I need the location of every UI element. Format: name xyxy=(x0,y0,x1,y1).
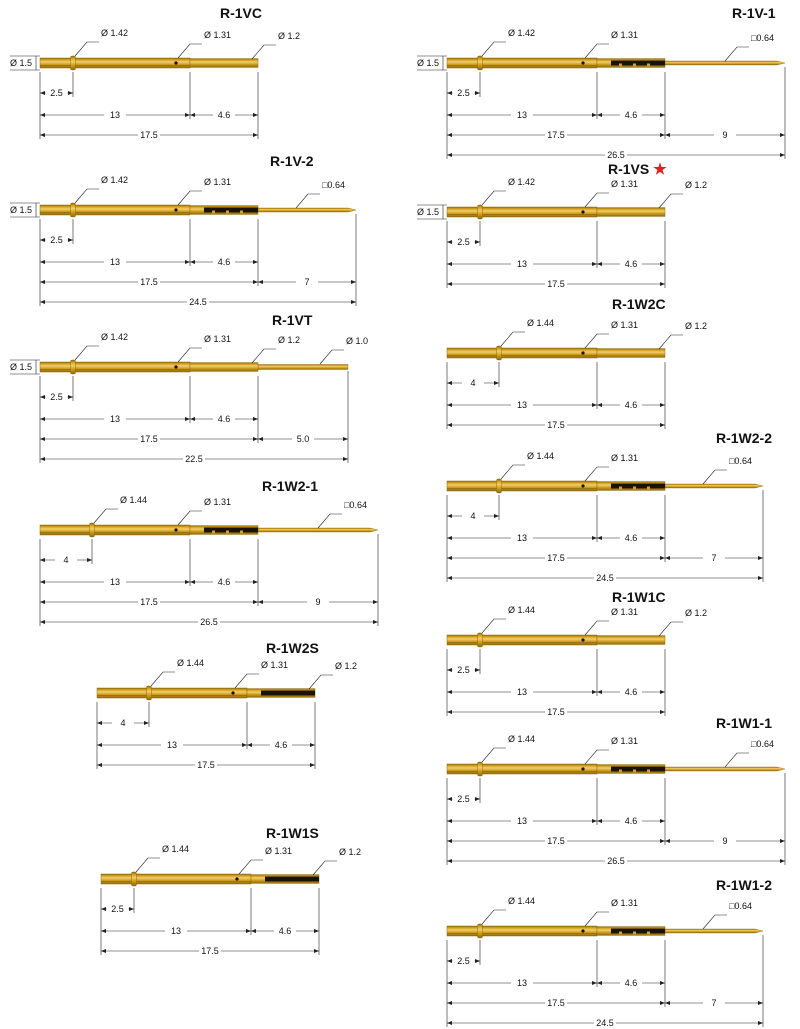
collar-diameter-label: Ø 1.44 xyxy=(120,495,148,505)
collar-length: 2.5 xyxy=(111,904,124,914)
barrel-length: 13 xyxy=(109,577,121,587)
body-total-length: 17.5 xyxy=(547,420,565,430)
dim-arrow xyxy=(447,1021,452,1025)
probe-title-text: R-1V-1 xyxy=(732,5,776,21)
probe-title-text: R-1W1-1 xyxy=(716,715,773,731)
front-length: 4.6 xyxy=(624,533,638,543)
tip-diameter-label: Ø 1.0 xyxy=(346,336,369,346)
tip-length: 9 xyxy=(722,130,728,140)
collar-diameter-label: Ø 1.42 xyxy=(101,175,129,185)
barrel-length: 13 xyxy=(516,110,528,120)
body-total-length: 17.5 xyxy=(197,760,215,770)
front-length: 4.6 xyxy=(624,687,638,697)
collar-diameter-label: Ø 1.44 xyxy=(508,734,536,744)
collar-diameter-label: Ø 1.42 xyxy=(101,332,129,342)
crimp-dot xyxy=(633,932,636,935)
collar-diameter-label: Ø 1.44 xyxy=(508,605,536,615)
barrel-length: 13 xyxy=(170,926,182,936)
crimp-dot xyxy=(619,932,622,935)
front-diameter-label: Ø 1.2 xyxy=(278,335,301,345)
tip-length: 7 xyxy=(711,553,717,563)
barrel-diameter-label: Ø 1.31 xyxy=(265,846,293,856)
body-total-length: 17.5 xyxy=(547,836,565,846)
collar-length: 2.5 xyxy=(457,956,470,966)
probe-title-text: R-1VS xyxy=(608,161,650,177)
body-total-length: 17.5 xyxy=(547,553,565,563)
barrel-diameter-label-leader xyxy=(585,912,609,926)
tip-length: 9 xyxy=(722,836,728,846)
collar-length: 4 xyxy=(470,511,476,521)
crimp-dot xyxy=(647,932,650,935)
barrel-diameter-label: Ø 1.31 xyxy=(611,30,639,40)
collar-length: 2.5 xyxy=(457,665,470,675)
probe-title-text: R-1W1-2 xyxy=(716,877,773,893)
body-total-length: 17.5 xyxy=(547,998,565,1008)
front-length: 4.6 xyxy=(278,926,292,936)
front-length: 4.6 xyxy=(624,259,638,269)
barrel-body xyxy=(447,926,597,936)
front-diameter-label: Ø 1.2 xyxy=(685,608,708,618)
dim-arrow xyxy=(758,1001,763,1005)
tip-size-label: □0.64 xyxy=(344,500,367,510)
front-length: 4.6 xyxy=(274,740,288,750)
barrel-length: 13 xyxy=(516,259,528,269)
body-diameter-label: Ø 1.5 xyxy=(416,58,440,68)
collar-length: 2.5 xyxy=(457,237,470,247)
barrel-diameter-label: Ø 1.31 xyxy=(611,320,639,330)
overall-length: 26.5 xyxy=(607,856,625,866)
collar-diameter-label: Ø 1.44 xyxy=(177,658,205,668)
needle-tip xyxy=(665,929,763,933)
collar-length: 2.5 xyxy=(457,794,470,804)
front-diameter-label: Ø 1.2 xyxy=(278,31,301,41)
body-diameter-label: Ø 1.5 xyxy=(9,205,33,215)
tip-length: 7 xyxy=(711,998,717,1008)
overall-length: 24.5 xyxy=(189,297,207,307)
probe-title-text: R-1V-2 xyxy=(270,153,314,169)
collar-ring xyxy=(478,924,483,938)
tip-length: 7 xyxy=(304,277,310,287)
probe-title-text: R-1VT xyxy=(272,312,313,328)
body-diameter-label: Ø 1.5 xyxy=(9,362,33,372)
dim-arrow xyxy=(447,1001,452,1005)
body-total-length: 17.5 xyxy=(547,130,565,140)
front-length: 4.6 xyxy=(217,414,231,424)
front-diameter-label: Ø 1.2 xyxy=(339,847,362,857)
tip-size-label: □0.64 xyxy=(729,901,752,911)
body-total-length: 17.5 xyxy=(140,277,158,287)
barrel-diameter-label: Ø 1.31 xyxy=(204,334,232,344)
body-total-length: 17.5 xyxy=(201,946,219,956)
dim-arrow xyxy=(660,1001,665,1005)
front-length: 4.6 xyxy=(624,978,638,988)
front-length: 4.6 xyxy=(217,110,231,120)
collar-length: 4 xyxy=(120,718,126,728)
probe-title-text: R-1W1S xyxy=(266,825,319,841)
collar-length: 2.5 xyxy=(50,235,63,245)
collar-length: 4 xyxy=(470,378,476,388)
probe-title-text: R-1W2-2 xyxy=(716,430,773,446)
collar-length: 2.5 xyxy=(457,88,470,98)
body-diameter-label: Ø 1.5 xyxy=(416,207,440,217)
body-total-length: 17.5 xyxy=(140,434,158,444)
probe-title-text: R-1W2-1 xyxy=(262,478,319,494)
front-diameter-label: Ø 1.2 xyxy=(685,180,708,190)
barrel-length: 13 xyxy=(516,978,528,988)
overall-length: 24.5 xyxy=(596,573,614,583)
barrel-diameter-label: Ø 1.31 xyxy=(611,607,639,617)
barrel-diameter-label: Ø 1.31 xyxy=(611,453,639,463)
body-total-length: 17.5 xyxy=(547,707,565,717)
probe-title-text: R-1W2C xyxy=(612,296,666,312)
barrel-length: 13 xyxy=(516,533,528,543)
collar-diameter-label: Ø 1.42 xyxy=(101,28,129,38)
star-icon: ★ xyxy=(653,161,667,178)
barrel-length: 13 xyxy=(109,110,121,120)
barrel-diameter-label: Ø 1.31 xyxy=(611,898,639,908)
front-diameter-label: Ø 1.2 xyxy=(335,661,358,671)
tip-size-label: □0.64 xyxy=(751,33,774,43)
collar-diameter-label: Ø 1.42 xyxy=(508,28,536,38)
front-length: 4.6 xyxy=(217,257,231,267)
front-length: 4.6 xyxy=(624,400,638,410)
overall-length: 22.5 xyxy=(185,454,203,464)
body-diameter-label: Ø 1.5 xyxy=(9,58,33,68)
tip-size-label: □0.64 xyxy=(751,739,774,749)
barrel-length: 13 xyxy=(109,414,121,424)
body-total-length: 17.5 xyxy=(140,597,158,607)
collar-diameter-label: Ø 1.42 xyxy=(508,177,536,187)
tip-length: 5.0 xyxy=(296,434,310,444)
tip-size-label: □0.64 xyxy=(729,456,752,466)
dim-arrow xyxy=(447,981,452,985)
barrel-diameter-label: Ø 1.31 xyxy=(611,736,639,746)
collar-diameter-label-leader xyxy=(482,910,506,924)
front-length: 4.6 xyxy=(217,577,231,587)
front-length: 4.6 xyxy=(624,110,638,120)
probe-title-text: R-1VC xyxy=(220,5,263,21)
front-length: 4.6 xyxy=(624,816,638,826)
barrel-diameter-label: Ø 1.31 xyxy=(204,497,232,507)
crimp-point xyxy=(581,929,584,932)
probe-title-text: R-1W2S xyxy=(266,640,319,656)
collar-diameter-label: Ø 1.44 xyxy=(162,844,190,854)
collar-diameter-label: Ø 1.44 xyxy=(508,896,536,906)
body-total-length: 17.5 xyxy=(140,130,158,140)
dim-arrow xyxy=(475,959,480,963)
collar-diameter-label: Ø 1.44 xyxy=(527,451,555,461)
barrel-length: 13 xyxy=(166,740,178,750)
tip-length: 9 xyxy=(315,597,321,607)
collar-diameter-label: Ø 1.44 xyxy=(527,318,555,328)
collar-length: 2.5 xyxy=(50,88,63,98)
collar-length: 2.5 xyxy=(50,392,63,402)
barrel-length: 13 xyxy=(109,257,121,267)
dim-arrow xyxy=(592,981,597,985)
barrel-diameter-label: Ø 1.31 xyxy=(204,30,232,40)
body-total-length: 17.5 xyxy=(547,279,565,289)
tip-size-label: □0.64 xyxy=(322,180,345,190)
overall-length: 26.5 xyxy=(607,150,625,160)
overall-length: 24.5 xyxy=(596,1018,614,1028)
tip-size-label-leader xyxy=(703,915,727,929)
dim-arrow xyxy=(758,1021,763,1025)
dim-arrow xyxy=(597,981,602,985)
probe-title-text: R-1W1C xyxy=(612,589,666,605)
barrel-length: 13 xyxy=(516,400,528,410)
barrel-diameter-label: Ø 1.31 xyxy=(611,179,639,189)
dim-arrow xyxy=(665,1001,670,1005)
barrel-diameter-label: Ø 1.31 xyxy=(261,660,289,670)
overall-length: 26.5 xyxy=(200,617,218,627)
dim-arrow xyxy=(660,981,665,985)
front-diameter-label: Ø 1.2 xyxy=(685,321,708,331)
dim-arrow xyxy=(447,959,452,963)
barrel-length: 13 xyxy=(516,687,528,697)
collar-length: 4 xyxy=(63,555,69,565)
barrel-diameter-label: Ø 1.31 xyxy=(204,177,232,187)
barrel-length: 13 xyxy=(516,816,528,826)
